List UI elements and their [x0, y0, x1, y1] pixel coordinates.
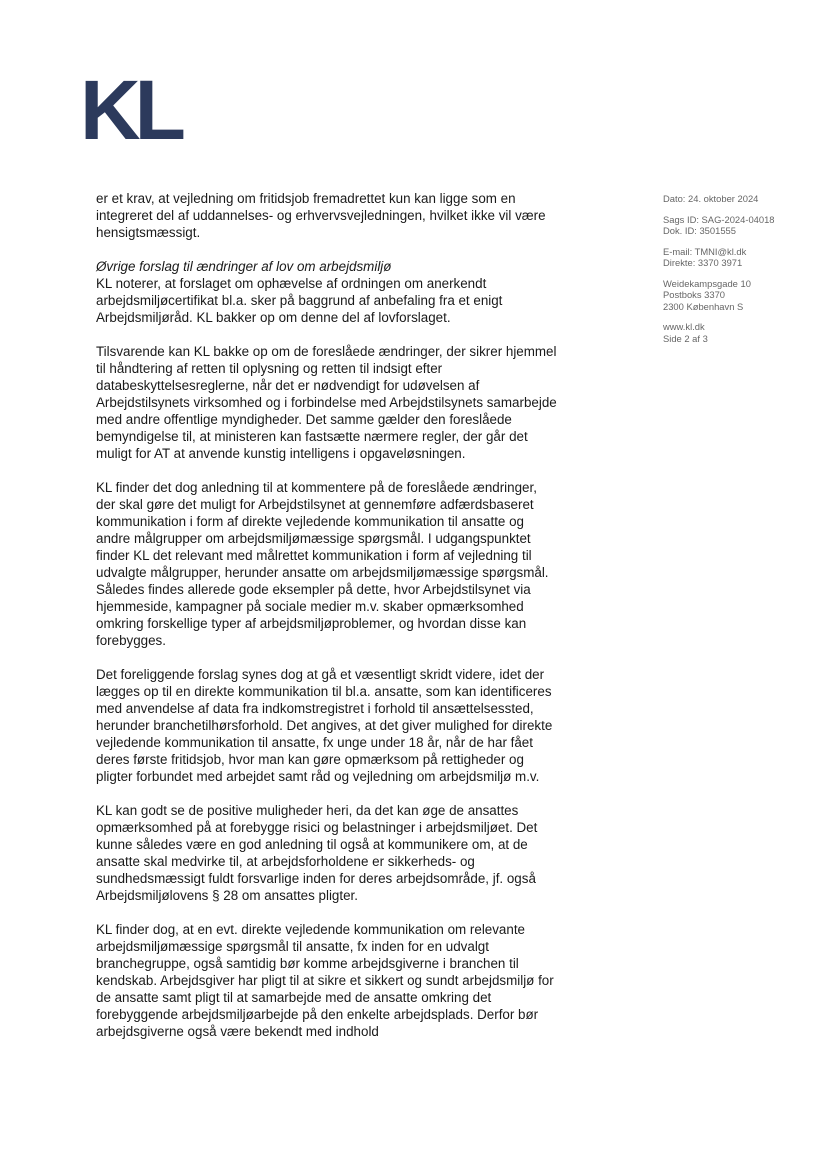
paragraph-6: KL kan godt se de positive muligheder heri, da det kan øge de ansattes opmærksomhed på at forebygge risici og belastninger i arbejdsmiljøet. Det kunne således være en god anledning til også at kommunikere om, at de ansatte skal medvirke til, at arbejdsforholdene er sikkerheds- og sundhedsmæssigt fuldt forsvarlige inden for deres arbejdsområde, jf. også Arbejdsmiljølovens § 28 om ansattes pligter.: [96, 803, 538, 903]
contact-group: [663, 246, 813, 269]
address-line-3: 2300 København S: [663, 300, 744, 312]
section-heading: Øvrige forslag til ændringer af lov om arbejdsmiljø: [96, 259, 392, 274]
contact-email: E-mail: TMNI@kl.dk: [663, 245, 747, 257]
paragraph-1: er et krav, at vejledning om fritidsjob fremadrettet kun kan ligge som en integreret del af uddannelses- og erhvervsvejledningen, hvilket ikke vil være hensigtsmæssigt.: [96, 191, 546, 240]
page-number: Side 2 af 3: [663, 332, 708, 344]
document-id: Dok. ID: 3501555: [663, 225, 736, 236]
section-block: [96, 258, 558, 326]
address-line-2: Postboks 3370: [663, 289, 726, 300]
paragraph-4: KL finder det dog anledning til at kommentere på de foreslåede ændringer, der skal gøre det muligt for Arbejdstilsynet at gennemføre adfærdsbaseret kommunikation i form af direkte vejledende kommunikation til ansatte og andre målgrupper om arbejdsmiljømæssige spørgsmål. I udgangspunktet finder KL det relevant med målrettet kommunikation i form af vejledning til udvalgte målgrupper, herunder ansatte om arbejdsmiljømæssige spørgsmål. Således findes allerede gode eksempler på dette, hvor Arbejdstilsynet via hjemmeside, kampagner på sociale medier m.v. skaber opmærksomhed omkring forskellige typer af arbejdsmiljøproblemer, og hvordan disse kan forebygges.: [96, 480, 549, 648]
document-metadata: [663, 193, 813, 353]
contact-phone: Direkte: 3370 3971: [663, 257, 743, 268]
paragraph-7: KL finder dog, at en evt. direkte vejledende kommunikation om relevante arbejdsmiljømæssige spørgsmål til ansatte, fx inden for en udvalgt branchegruppe, også samtidig bør komme arbejdsgiverne i branchen til kendskab. Arbejdsgiver har pligt til at sikre et sikkert og sundt arbejdsmiljø for de ansatte samt pligt til at samarbejde med de ansatte omkring det forebyggende arbejdsmiljøarbejde på den enkelte arbejdsplads. Derfor bør arbejdsgiverne også være bekendt med indhold: [96, 922, 554, 1039]
id-group: [663, 214, 813, 237]
paragraph-3: Tilsvarende kan KL bakke op om de foreslåede ændringer, der sikrer hjemmel til håndtering af retten til oplysning og retten til indsigt efter databeskyttelsesreglerne, når det er nødvendigt for udøvelsen af Arbejdstilsynets virksomhed og i forbindelse med Arbejdstilsynets samarbejde med andre offentlige myndigheder. Det samme gælder den foreslåede bemyndigelse til, at ministeren kan fastsætte nærmere regler, der går det muligt for AT at anvende kunstig intelligens i opgaveløsningen.: [96, 344, 557, 461]
case-id: Sags ID: SAG-2024-04018: [663, 213, 775, 225]
paragraph-5: Det foreliggende forslag synes dog at gå et væsentligt skridt videre, idet der lægges op til en direkte kommunikation til bl.a. ansatte, som kan identificeres med anvendelse af data fra indkomstregistret i forhold til ansættelsessted, herunder branchetilhørsforhold. Det angives, at det giver mulighed for direkte vejledende kommunikation til ansatte, fx unge under 18 år, når de har fået deres første fritidsjob, hvor man kan gøre opmærksom på rettigheder og pligter forbundet med arbejdet samt råd og vejledning om arbejdsmiljø m.v.: [96, 667, 553, 784]
letter-body: [96, 190, 558, 1057]
date-group: [663, 193, 813, 205]
document-date: Dato: 24. oktober 2024: [663, 193, 759, 204]
web-group: [663, 321, 813, 344]
paragraph-2: KL noterer, at forslaget om ophævelse af ordningen om anerkendt arbejdsmiljøcertifikat bl.a. sker på baggrund af anbefaling fra et enigt Arbejdsmiljøråd. KL bakker op om denne del af lovforslaget.: [96, 276, 503, 325]
website: www.kl.dk: [663, 321, 705, 332]
address-line-1: Weidekampsgade 10: [663, 277, 751, 289]
address-group: [663, 278, 813, 313]
kl-logo: KL: [80, 63, 180, 157]
